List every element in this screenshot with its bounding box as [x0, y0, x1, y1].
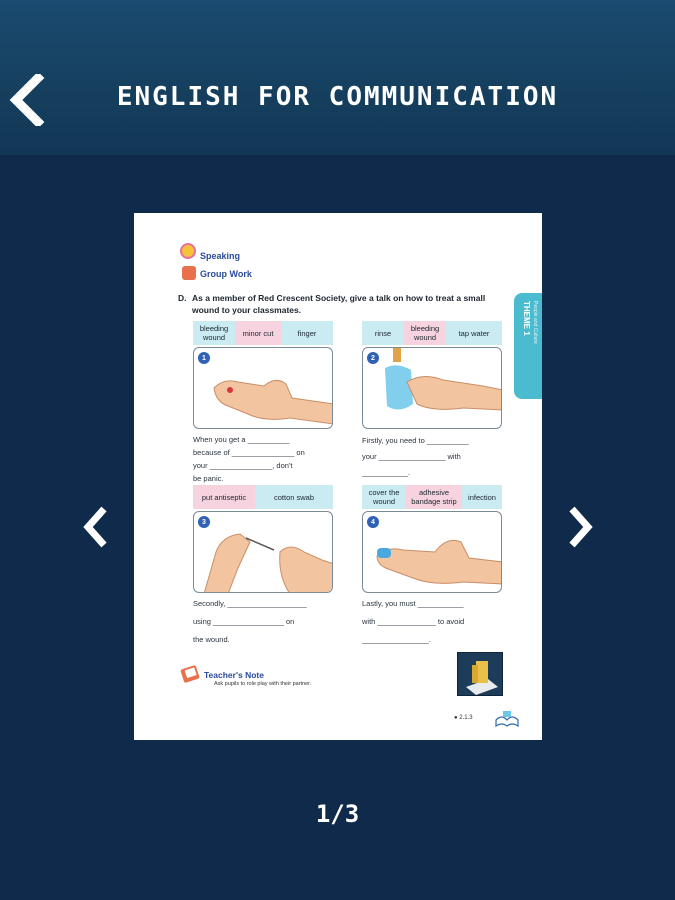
group-work-icon: [182, 266, 196, 280]
book-page[interactable]: [134, 213, 542, 740]
fill-line: When you get a __________: [193, 435, 290, 444]
rinse-illustration: [363, 348, 502, 429]
section-speaking: Speaking: [200, 251, 241, 261]
theme-subtitle: People and Culture: [532, 301, 538, 344]
question-number: D.: [178, 293, 187, 303]
step-badge: 2: [367, 352, 379, 364]
step-badge: 1: [198, 352, 210, 364]
fill-line: Secondly, ___________________: [193, 599, 307, 608]
wordbar-3: [193, 485, 333, 509]
fill-line: Firstly, you need to __________: [362, 436, 469, 445]
teacher-note-text: Ask pupils to role play with their partner.: [214, 681, 312, 687]
fill-line: be panic.: [193, 474, 224, 483]
antiseptic-illustration: [194, 512, 333, 593]
previous-page-button[interactable]: [80, 505, 112, 549]
chevron-left-icon: [80, 505, 112, 549]
fill-line: your _______________, don't: [193, 461, 293, 470]
publisher-logo-icon: [494, 710, 520, 728]
chevron-right-icon: [564, 505, 596, 549]
wordbar-1: [193, 321, 333, 345]
section-group-work: Group Work: [200, 269, 252, 279]
step-badge: 3: [198, 516, 210, 528]
illustration-panel-3: [193, 511, 333, 593]
illustration-panel-1: [193, 347, 333, 429]
word-chip: finger: [281, 321, 333, 345]
hand-cut-illustration: [194, 348, 333, 429]
theme-title: THEME 1: [522, 301, 531, 336]
fill-text-2: [362, 433, 512, 481]
word-chip: put antiseptic: [193, 485, 255, 509]
fill-line: with ______________ to avoid: [362, 617, 465, 626]
bandage-illustration: [363, 512, 502, 593]
word-chip: bleeding wound: [404, 321, 446, 345]
illustration-panel-4: [362, 511, 502, 593]
fill-line: because of _______________ on: [193, 448, 305, 457]
app-header: [0, 0, 675, 155]
illustration-panel-2: [362, 347, 502, 429]
ar-thumbnail-icon[interactable]: [457, 652, 503, 696]
question-text: As a member of Red Crescent Society, give a talk on how to treat a small wound to your classmates.: [192, 293, 486, 315]
theme-tab: [514, 293, 542, 399]
word-chip: cotton swab: [255, 485, 333, 509]
fill-line: the wound.: [193, 635, 230, 644]
word-chip: infection: [462, 485, 502, 509]
fill-line: ___________.: [362, 468, 410, 477]
speaking-icon: [180, 243, 196, 259]
teacher-note-title: Teacher's Note: [204, 670, 264, 680]
fill-line: ________________.: [362, 635, 431, 644]
fill-line: your ________________ with: [362, 452, 461, 461]
question: [178, 292, 512, 316]
step-badge: 4: [367, 516, 379, 528]
fill-text-1: [193, 433, 333, 485]
fill-line: Lastly, you must ___________: [362, 599, 464, 608]
wordbar-4: [362, 485, 502, 509]
app-title: ENGLISH FOR COMMUNICATION: [116, 82, 559, 112]
word-chip: adhesive bandage strip: [406, 485, 462, 509]
page-number: ● 2.1.3: [454, 715, 473, 721]
fill-text-4: [362, 595, 512, 649]
fill-text-3: [193, 595, 343, 649]
word-chip: minor cut: [235, 321, 281, 345]
teacher-note-icon: [180, 663, 202, 683]
next-page-button[interactable]: [564, 505, 596, 549]
word-chip: rinse: [362, 321, 404, 345]
wordbar-2: [362, 321, 502, 345]
fill-line: using _________________ on: [193, 617, 295, 626]
page-indicator: 1/3: [315, 800, 360, 828]
word-chip: cover the wound: [362, 485, 406, 509]
word-chip: bleeding wound: [193, 321, 235, 345]
word-chip: tap water: [446, 321, 502, 345]
